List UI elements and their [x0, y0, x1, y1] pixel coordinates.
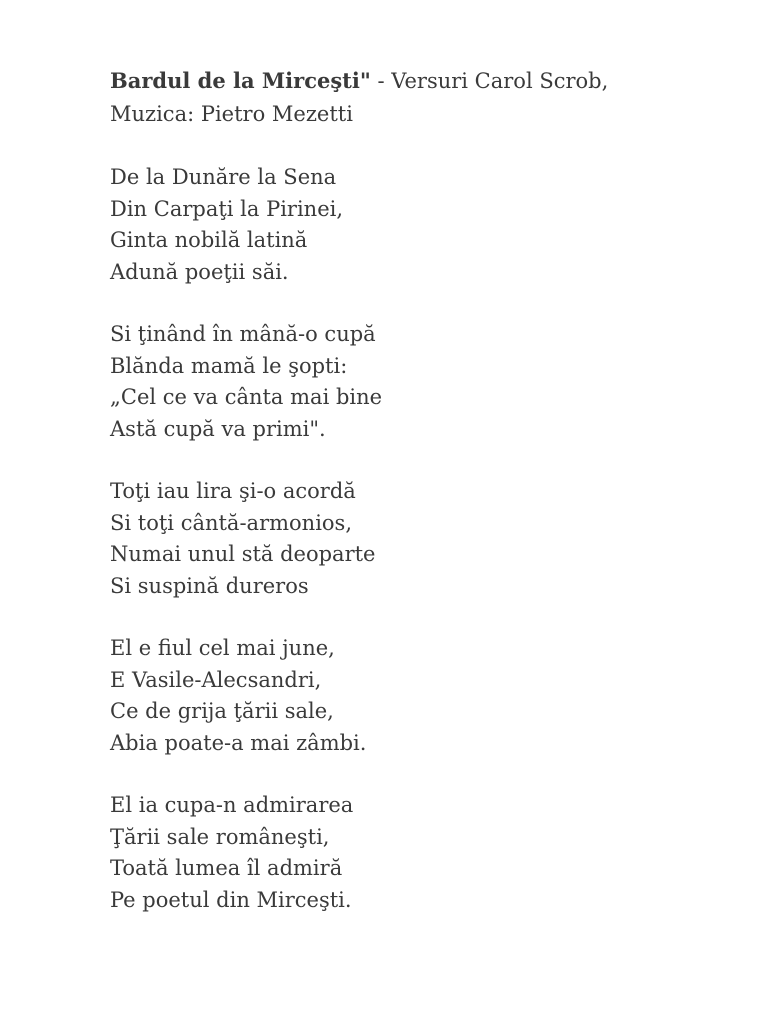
verse-line: El ia cupa-n admirarea [110, 793, 354, 817]
verse-line: Ce de grija ţării sale, [110, 699, 334, 723]
verse-line: Si ţinând în mână-o cupă [110, 322, 376, 346]
verse-line: E Vasile-Alecsandri, [110, 667, 322, 692]
verse-line: Adună poeţii săi. [110, 259, 289, 284]
verse-line: Astă cupă va primi". [110, 416, 326, 441]
document-heading [110, 64, 730, 131]
stanza-2 [110, 319, 730, 445]
verse-line: Toţi iau lira şi-o acordă [110, 479, 356, 503]
song-title: Bardul de la Mirceşti" [110, 68, 371, 93]
stanza-5 [110, 790, 730, 916]
verse-line: Blănda mamă le şopti: [110, 353, 348, 378]
verse-line: Abia poate-a mai zâmbi. [110, 730, 367, 755]
verse-line: De la Dunăre la Sena [110, 165, 337, 189]
stanza-3 [110, 476, 730, 602]
stanza-4 [110, 633, 730, 759]
verse-line: Toată lumea îl admiră [110, 856, 343, 880]
verse-line: Si suspină dureros [110, 573, 309, 598]
verse-line: „Cel ce va cânta mai bine [110, 385, 383, 409]
verse-line: Din Carpaţi la Pirinei, [110, 196, 344, 221]
verse-line: El e fiul cel mai june, [110, 636, 335, 660]
verse-line: Ţării sale româneşti, [110, 824, 330, 849]
document-page [110, 64, 730, 916]
verse-line: Pe poetul din Mirceşti. [110, 887, 352, 912]
credits-line: - Versuri Carol Scrob, [370, 69, 609, 93]
verse-line: Numai unul stă deoparte [110, 542, 376, 566]
verse-line: Si toţi cântă-armonios, [110, 510, 353, 535]
music-credit: Muzica: Pietro Mezetti [110, 102, 353, 126]
stanza-1 [110, 162, 730, 288]
verse-line: Ginta nobilă latină [110, 228, 308, 252]
